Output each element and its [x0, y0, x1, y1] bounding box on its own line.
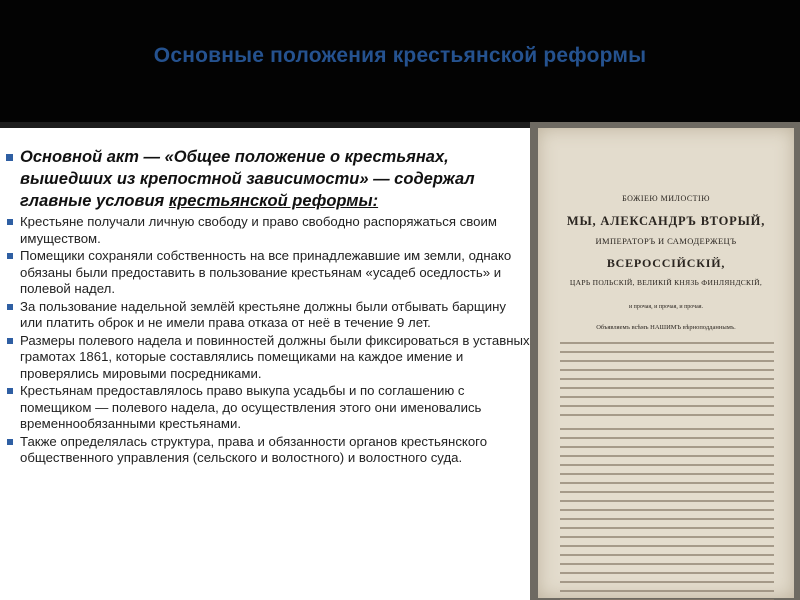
list-item-text: Крестьянам предоставлялось право выкупа усадьбы и по соглашению с помещиком — полевого надела, до осуществления этого они именовались временнообязанными крестьянами. — [20, 383, 482, 431]
manifesto-document-image — [530, 122, 800, 600]
list-item — [6, 434, 530, 467]
lead-main-text: Основной акт — «Общее положение о крестьянах, вышедших из крепостной зависимости» — содержал главные условия — [20, 148, 475, 210]
bullet-square-icon — [7, 439, 13, 445]
manifesto-line: БОЖІЕЮ МИЛОСТІЮ — [622, 194, 710, 203]
list-item-text: Крестьяне получали личную свободу и право свободно распоряжаться своим имуществом. — [20, 214, 497, 246]
lead-text — [20, 148, 475, 210]
reform-points-list — [6, 214, 530, 467]
manifesto-line: Объявляемъ всѣмъ НАШИМЪ вѣрноподданнымъ. — [596, 324, 736, 331]
bullet-square-icon — [7, 388, 13, 394]
list-item — [6, 248, 530, 298]
list-item — [6, 214, 530, 247]
list-item — [6, 383, 530, 433]
list-item-text: Помещики сохраняли собственность на все принадлежавшие им земли, однако обязаны были предоставить в пользование крестьянам «усадеб оседлость» и полевой надел. — [20, 248, 512, 296]
bullet-square-icon — [7, 219, 13, 225]
list-item-text: Также определялась структура, права и обязанности органов крестьянского общественного управления (сельского и волостного) и волостного суда. — [20, 433, 488, 465]
list-item-text: За пользование надельной землёй крестьяне должны были отбывать барщину или платить оброк и не имели права отказа от неё в течение 9 лет. — [20, 298, 506, 330]
list-item — [6, 333, 530, 383]
bullet-square-icon — [7, 304, 13, 310]
manifesto-line: ВСЕРОССІЙСКІЙ, — [606, 256, 726, 270]
bullet-square-icon — [6, 154, 13, 161]
slide-content — [6, 146, 530, 598]
slide-header — [0, 0, 800, 122]
bullet-square-icon — [7, 253, 13, 259]
manifesto-text-block — [560, 342, 774, 423]
manifesto-text-block — [560, 428, 774, 600]
lead-paragraph — [6, 146, 530, 212]
bullet-square-icon — [7, 338, 13, 344]
list-item-text: Размеры полевого надела и повинностей должны были фиксироваться в уставных грамотах 1861, которые составлялись помещиками на каждое имение и проверялись мировыми посредниками. — [20, 332, 530, 381]
list-item — [6, 299, 530, 332]
slide-title: Основные положения крестьянской реформы — [153, 44, 647, 67]
manifesto-line: ИМПЕРАТОРЪ И САМОДЕРЖЕЦЪ — [595, 236, 737, 246]
manifesto-line: ЦАРЬ ПОЛЬСКІЙ, ВЕЛИКІЙ КНЯЗЬ ФИНЛЯНДСКІЙ, — [569, 278, 763, 287]
lead-underlined-text: крестьянской реформы: — [168, 192, 379, 210]
manifesto-line: и прочая, и прочая, и прочая. — [628, 304, 704, 310]
manifesto-page — [538, 128, 794, 598]
manifesto-line: МЫ, АЛЕКСАНДРЪ ВТОРЫЙ, — [566, 214, 766, 228]
